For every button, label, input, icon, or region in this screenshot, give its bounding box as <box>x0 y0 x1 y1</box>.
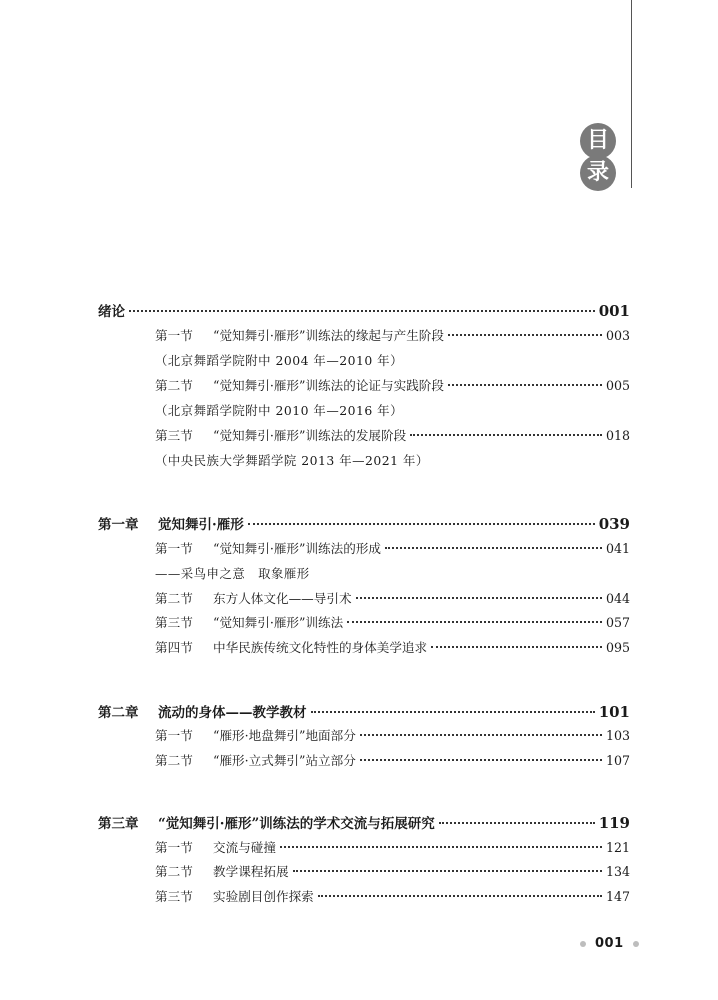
entry-page: 121 <box>605 840 630 855</box>
toc-entry-ch1-s3[interactable] <box>155 613 630 633</box>
toc-entry-ch3-s2[interactable] <box>155 862 630 882</box>
toc-entry-intro[interactable] <box>98 301 630 321</box>
entry-page: 003 <box>605 328 630 343</box>
toc-entry-ch3-s1[interactable] <box>155 838 630 858</box>
section-number: 第二节 <box>155 753 193 768</box>
leader-dots <box>318 895 602 897</box>
section-number: 第一节 <box>155 840 193 855</box>
chapter-number: 第三章 <box>98 816 139 832</box>
toc-entry-ch2-s1[interactable] <box>155 726 630 746</box>
entry-title: “觉知舞引·雁形”训练法的形成 <box>213 541 382 556</box>
entry-page: 039 <box>598 515 630 533</box>
entry-page: 095 <box>605 640 630 655</box>
leader-dots <box>360 759 602 761</box>
section-number: 第一节 <box>155 728 193 743</box>
entry-page: 101 <box>598 703 630 721</box>
page-number: 001 <box>595 936 624 951</box>
section-number: 第四节 <box>155 640 193 655</box>
header-rule <box>631 0 632 188</box>
leader-dots <box>129 310 595 312</box>
section-number: 第二节 <box>155 864 193 879</box>
entry-page: 134 <box>605 864 630 879</box>
toc-entry-ch3[interactable] <box>98 813 630 833</box>
leader-dots <box>448 384 602 386</box>
entry-page: 107 <box>605 753 630 768</box>
section-number: 第三节 <box>155 428 193 443</box>
entry-title: 中华民族传统文化特性的身体美学追求 <box>213 640 428 655</box>
section-number: 第一节 <box>155 328 193 343</box>
toc-entry-ch1-s2[interactable] <box>155 589 630 609</box>
footer-dot-icon <box>580 941 586 947</box>
entry-page: 044 <box>605 591 630 606</box>
toc-title-char-1: 目 <box>580 123 616 159</box>
leader-dots <box>448 334 602 336</box>
section-number: 第一节 <box>155 541 193 556</box>
leader-dots <box>311 711 595 713</box>
leader-dots <box>356 597 602 599</box>
leader-dots <box>293 870 602 872</box>
entry-title: 东方人体文化——导引术 <box>213 591 352 606</box>
section-number: 第二节 <box>155 591 193 606</box>
entry-page: 057 <box>605 615 630 630</box>
entry-page: 147 <box>605 889 630 904</box>
entry-subtitle: （北京舞蹈学院附中 2004 年—2010 年） <box>155 353 403 368</box>
entry-title: “觉知舞引·雁形”训练法的缘起与产生阶段 <box>213 328 444 343</box>
section-number: 第三节 <box>155 615 193 630</box>
entry-title: 交流与碰撞 <box>213 840 276 855</box>
entry-page: 001 <box>598 302 630 320</box>
leader-dots <box>439 822 595 824</box>
entry-page: 005 <box>605 378 630 393</box>
toc-entry-intro-s1[interactable] <box>155 326 630 346</box>
toc-entry-ch1[interactable] <box>98 514 630 534</box>
entry-page: 041 <box>605 541 630 556</box>
toc-title-char-2: 录 <box>580 155 616 191</box>
entry-title: 绪论 <box>98 304 125 320</box>
section-number: 第三节 <box>155 889 193 904</box>
toc-entry-intro-s3[interactable] <box>155 426 630 446</box>
section-number: 第二节 <box>155 378 193 393</box>
entry-title: 流动的身体——教学教材 <box>158 705 307 721</box>
entry-title: 实验剧目创作探索 <box>213 889 314 904</box>
entry-title: “觉知舞引·雁形”训练法的学术交流与拓展研究 <box>158 816 435 832</box>
entry-page: 119 <box>598 814 630 832</box>
entry-title: “雁形·立式舞引”站立部分 <box>213 753 356 768</box>
entry-title: “觉知舞引·雁形”训练法 <box>213 615 344 630</box>
toc-entry-ch2[interactable] <box>98 702 630 722</box>
leader-dots <box>280 846 602 848</box>
toc-entry-ch3-s3[interactable] <box>155 887 630 907</box>
page-footer <box>580 936 639 951</box>
toc-entry-ch1-s1[interactable] <box>155 539 630 559</box>
toc-entry-ch2-s2[interactable] <box>155 751 630 771</box>
leader-dots <box>360 734 602 736</box>
entry-title: “觉知舞引·雁形”训练法的论证与实践阶段 <box>213 378 444 393</box>
footer-dot-icon <box>633 941 639 947</box>
entry-page: 103 <box>605 728 630 743</box>
leader-dots <box>347 621 602 623</box>
entry-title: “觉知舞引·雁形”训练法的发展阶段 <box>213 428 407 443</box>
toc-entry-intro-s2[interactable] <box>155 376 630 396</box>
entry-subtitle: （北京舞蹈学院附中 2010 年—2016 年） <box>155 403 403 418</box>
entry-page: 018 <box>605 428 630 443</box>
leader-dots <box>431 646 602 648</box>
chapter-number: 第二章 <box>98 705 139 721</box>
leader-dots <box>385 547 602 549</box>
entry-title: 觉知舞引·雁形 <box>158 517 244 533</box>
leader-dots <box>248 523 595 525</box>
entry-title: 教学课程拓展 <box>213 864 289 879</box>
toc-entry-ch1-s4[interactable] <box>155 638 630 658</box>
chapter-number: 第一章 <box>98 517 139 533</box>
entry-title: “雁形·地盘舞引”地面部分 <box>213 728 356 743</box>
entry-subtitle: （中央民族大学舞蹈学院 2013 年—2021 年） <box>155 453 429 468</box>
leader-dots <box>410 434 602 436</box>
entry-subtitle: ——采鸟申之意 取象雁形 <box>155 566 310 581</box>
